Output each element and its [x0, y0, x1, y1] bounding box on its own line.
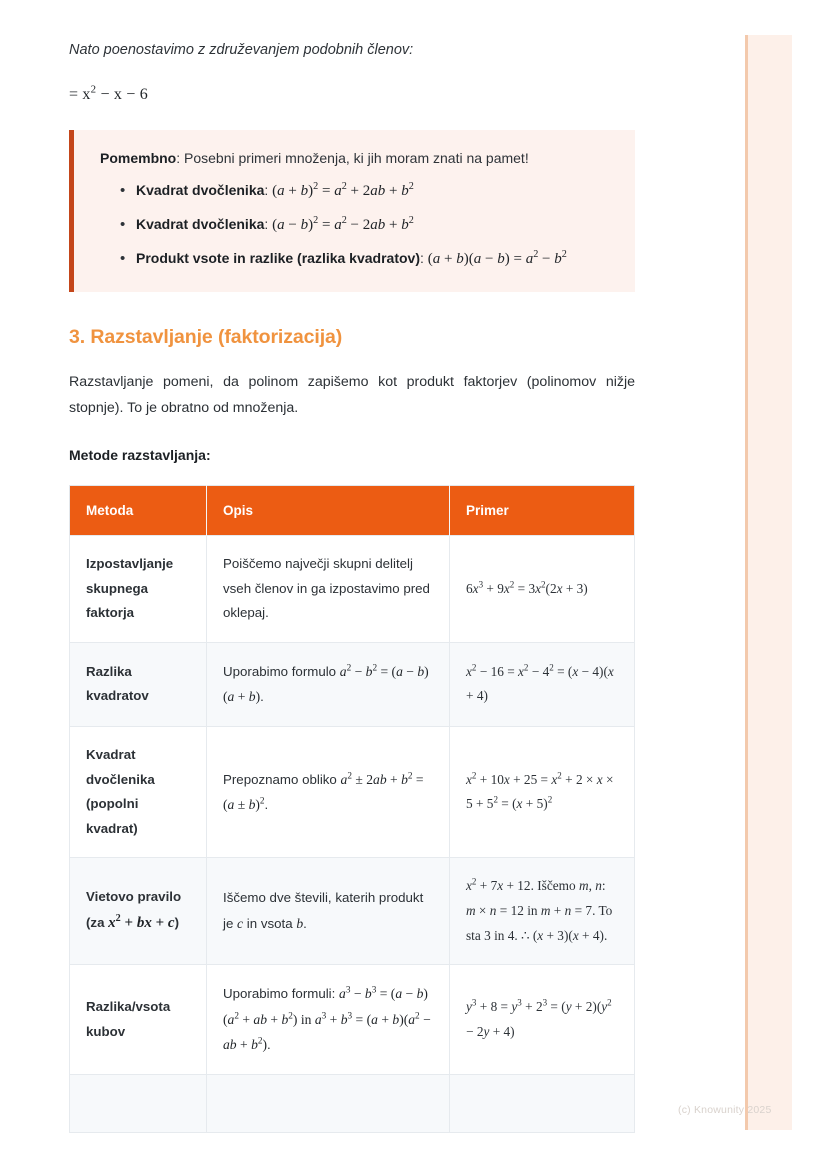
callout-list [100, 180, 613, 272]
table-header-row [70, 486, 635, 536]
intro-line: Nato poenostavimo z združevanjem podobnih členov: [69, 42, 414, 58]
section-paragraph: Razstavljanje pomeni, da polinom zapišemo kot produkt faktorjev (polinomov nižje stopnje). To je obratno od množenja. [69, 373, 635, 416]
cell-example: $x^2 - 16 = x^2 - 4^2 = (x - 4)(x + 4)$ [450, 642, 635, 726]
table-row [70, 965, 635, 1075]
column-header-method: Metoda [70, 486, 207, 536]
cell-method: Kvadrat dvočlenika (popolni kvadrat) [70, 727, 207, 858]
cell-method: Vietovo pravilo (za $x^2$ + bx + c) [70, 858, 207, 965]
callout-item-label: Kvadrat dvočlenika [136, 216, 265, 232]
cell-example: $y^3 + 8 = y^3 + 2^3 = (y + 2)(y^2 - 2y + 4)$ [450, 965, 635, 1075]
cell-method: Izpostavljanje skupnega faktorja [70, 536, 207, 643]
table-row-partial [70, 1074, 635, 1132]
page-title: 3. Razstavljanje (faktorizacija) [69, 325, 343, 348]
cell-description: Uporabimo formuli: $a^3 - b^3 = (a - b)(a^2$ + ab + $b^2$) in $a^3 + b^3 = (a + b)(a^2$ − ab + $b^2$). [207, 965, 450, 1075]
cell-description: Poiščemo največji skupni delitelj vseh členov in ga izpostavimo pred oklepaj. [207, 536, 450, 643]
cell-description [207, 1074, 450, 1132]
callout-item-formula: $(a - b)^2 = a^2 - 2ab + b^2$ [272, 215, 414, 233]
cell-example: $x^2 + 7x + 12$. Iščemo m, n: m × n = 12 in m + n = 7. To sta 3 in 4. ∴ (x + 3)(x + 4). [450, 858, 635, 965]
table-row [70, 642, 635, 726]
decorative-side-strip [745, 35, 792, 1130]
callout-item-label: Produkt vsote in razlike (razlika kvadratov) [136, 250, 420, 267]
watermark: (c) Knowunity 2025 [678, 1104, 772, 1116]
column-header-description: Opis [207, 486, 450, 536]
cell-example [450, 1074, 635, 1132]
table-row [70, 536, 635, 643]
callout-list-item: • Kvadrat dvočlenika: $(a - b)^2 = a^2 - 2ab + b^2$ [120, 214, 613, 237]
document-content [69, 40, 635, 1133]
cell-method: Razlika kvadratov [70, 642, 207, 726]
callout-item-label: Kvadrat dvočlenika [136, 181, 265, 198]
factorization-methods-table [69, 485, 635, 1133]
cell-example: $6x^3 + 9x^2 = 3x^2(2x + 3)$ [450, 536, 635, 643]
callout-lead [100, 148, 613, 169]
table-head [70, 486, 635, 536]
display-equation [69, 83, 635, 104]
cell-method: Razlika/vsota kubov [70, 965, 207, 1075]
cell-description: Prepoznamo obliko $a^2 \pm 2ab + b^2 = (a \pm b)^2$. [207, 727, 450, 858]
table-row [70, 858, 635, 965]
cell-description: Iščemo dve števili, katerih produkt je c in vsota b. [207, 858, 450, 965]
callout-item-formula: $(a + b)(a - b) = a^2 - b^2$ [427, 249, 567, 268]
callout-label: Pomembno [100, 149, 177, 166]
cell-example: $x^2 + 10x + 25 = x^2 + 2 \times x \times 5 + 5^2 = (x + 5)^2$ [450, 727, 635, 858]
equation-rest: − x − 6 [96, 85, 148, 103]
table-row [70, 727, 635, 858]
table-body [70, 536, 635, 1133]
callout-item-formula: $(a + b)^2 = a^2 + 2ab + b^2$ [272, 180, 414, 199]
equation-exponent: 2 [90, 83, 97, 96]
callout-list-item: • Kvadrat dvočlenika: $(a + b)^2 = a^2 + 2ab + b^2$ [120, 180, 613, 203]
methods-sub-label: Metode razstavljanja: [69, 447, 211, 464]
cell-method [70, 1074, 207, 1132]
important-callout [69, 130, 635, 292]
callout-lead-rest: : Posebni primeri množenja, ki jih moram znati na pamet! [176, 149, 529, 166]
column-header-example: Primer [450, 486, 635, 536]
decorative-side-strip-edge [745, 35, 748, 1130]
callout-list-item: • Produkt vsote in razlike (razlika kvadratov): $(a + b)(a - b) = a^2 - b^2$ [120, 248, 613, 271]
cell-description: Uporabimo formulo $a^2 - b^2 = (a - b)(a + b)$. [207, 642, 450, 726]
equation-base: = x [69, 85, 91, 103]
